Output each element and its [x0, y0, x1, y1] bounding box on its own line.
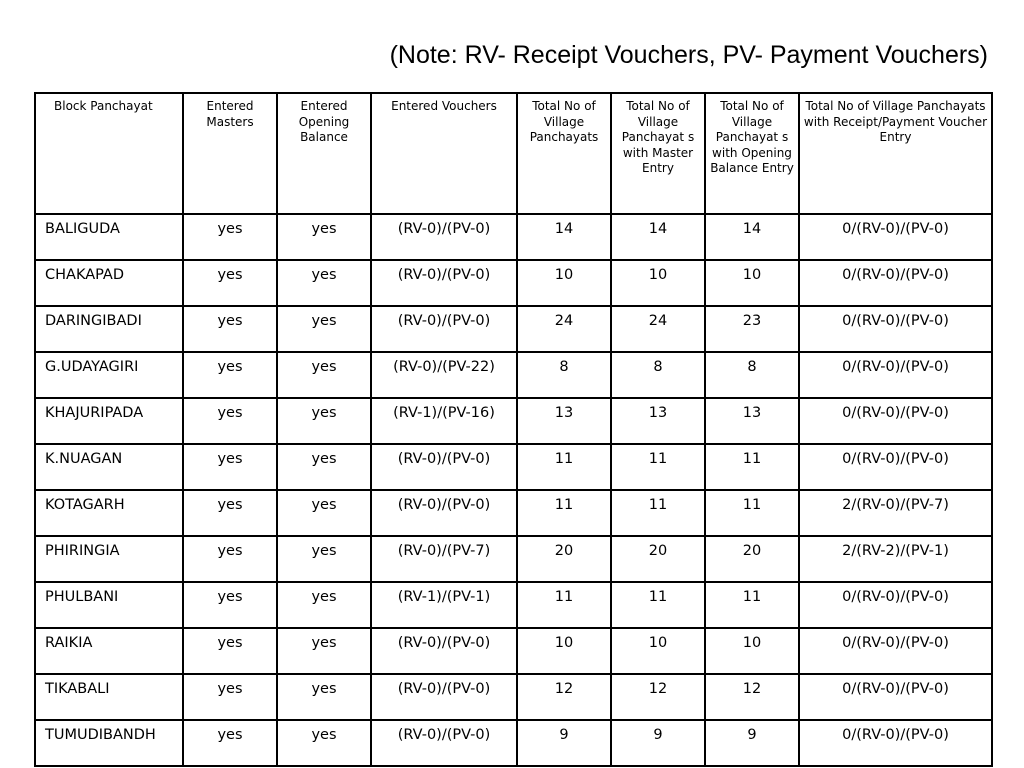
table-row — [35, 306, 992, 352]
block-panchayat-cell: KOTAGARH — [35, 490, 183, 536]
block-panchayat-cell: TUMUDIBANDH — [35, 720, 183, 766]
entered-vouchers-cell: (RV-0)/(PV-0) — [371, 306, 517, 352]
voucher-entry-cell: 0/(RV-0)/(PV-0) — [799, 444, 992, 490]
entered-masters-cell: yes — [183, 214, 277, 260]
entered-vouchers-cell: (RV-1)/(PV-16) — [371, 398, 517, 444]
opening-balance-entry-count-cell: 14 — [705, 214, 799, 260]
master-entry-count-cell: 9 — [611, 720, 705, 766]
opening-balance-entry-count-cell: 11 — [705, 444, 799, 490]
voucher-entry-cell: 2/(RV-2)/(PV-1) — [799, 536, 992, 582]
master-entry-count-cell: 24 — [611, 306, 705, 352]
entered-opening-balance-cell: yes — [277, 306, 371, 352]
table-row — [35, 628, 992, 674]
table-row — [35, 398, 992, 444]
header-row — [35, 93, 992, 214]
entered-vouchers-cell: (RV-0)/(PV-0) — [371, 628, 517, 674]
table-header — [35, 93, 992, 214]
block-panchayat-table — [34, 92, 993, 767]
entered-masters-cell: yes — [183, 306, 277, 352]
entered-opening-balance-cell: yes — [277, 674, 371, 720]
block-panchayat-cell: CHAKAPAD — [35, 260, 183, 306]
opening-balance-entry-count-cell: 10 — [705, 628, 799, 674]
opening-balance-entry-count-cell: 20 — [705, 536, 799, 582]
voucher-entry-cell: 0/(RV-0)/(PV-0) — [799, 674, 992, 720]
opening-balance-entry-count-cell: 13 — [705, 398, 799, 444]
entered-masters-cell: yes — [183, 582, 277, 628]
voucher-entry-cell: 0/(RV-0)/(PV-0) — [799, 582, 992, 628]
table-row — [35, 260, 992, 306]
voucher-entry-cell: 0/(RV-0)/(PV-0) — [799, 720, 992, 766]
block-panchayat-cell: TIKABALI — [35, 674, 183, 720]
header-with-voucher-entry: Total No of Village Panchayats with Receipt/Payment Voucher Entry — [799, 93, 992, 214]
entered-opening-balance-cell: yes — [277, 398, 371, 444]
master-entry-count-cell: 20 — [611, 536, 705, 582]
master-entry-count-cell: 14 — [611, 214, 705, 260]
header-with-master-entry: Total No of Village Panchayat s with Master Entry — [611, 93, 705, 214]
total-village-panchayats-cell: 11 — [517, 490, 611, 536]
entered-masters-cell: yes — [183, 444, 277, 490]
entered-vouchers-cell: (RV-0)/(PV-0) — [371, 260, 517, 306]
master-entry-count-cell: 8 — [611, 352, 705, 398]
entered-vouchers-cell: (RV-0)/(PV-0) — [371, 674, 517, 720]
master-entry-count-cell: 12 — [611, 674, 705, 720]
entered-vouchers-cell: (RV-0)/(PV-7) — [371, 536, 517, 582]
block-panchayat-cell: DARINGIBADI — [35, 306, 183, 352]
entered-opening-balance-cell: yes — [277, 582, 371, 628]
voucher-entry-cell: 2/(RV-0)/(PV-7) — [799, 490, 992, 536]
entered-masters-cell: yes — [183, 490, 277, 536]
entered-masters-cell: yes — [183, 352, 277, 398]
total-village-panchayats-cell: 11 — [517, 582, 611, 628]
header-entered-vouchers: Entered Vouchers — [371, 93, 517, 214]
block-panchayat-cell: BALIGUDA — [35, 214, 183, 260]
opening-balance-entry-count-cell: 11 — [705, 490, 799, 536]
block-panchayat-cell: K.NUAGAN — [35, 444, 183, 490]
entered-opening-balance-cell: yes — [277, 214, 371, 260]
voucher-note: (Note: RV- Receipt Vouchers, PV- Payment Vouchers) — [389, 41, 988, 69]
voucher-entry-cell: 0/(RV-0)/(PV-0) — [799, 628, 992, 674]
total-village-panchayats-cell: 11 — [517, 444, 611, 490]
block-panchayat-cell: KHAJURIPADA — [35, 398, 183, 444]
table-row — [35, 214, 992, 260]
table-row — [35, 674, 992, 720]
table-row — [35, 490, 992, 536]
opening-balance-entry-count-cell: 11 — [705, 582, 799, 628]
total-village-panchayats-cell: 10 — [517, 628, 611, 674]
total-village-panchayats-cell: 24 — [517, 306, 611, 352]
entered-opening-balance-cell: yes — [277, 352, 371, 398]
entered-vouchers-cell: (RV-0)/(PV-0) — [371, 720, 517, 766]
master-entry-count-cell: 11 — [611, 490, 705, 536]
entered-vouchers-cell: (RV-0)/(PV-22) — [371, 352, 517, 398]
entered-masters-cell: yes — [183, 536, 277, 582]
entered-opening-balance-cell: yes — [277, 260, 371, 306]
master-entry-count-cell: 10 — [611, 260, 705, 306]
voucher-entry-cell: 0/(RV-0)/(PV-0) — [799, 306, 992, 352]
block-panchayat-cell: PHIRINGIA — [35, 536, 183, 582]
entered-opening-balance-cell: yes — [277, 444, 371, 490]
entered-vouchers-cell: (RV-1)/(PV-1) — [371, 582, 517, 628]
table-row — [35, 352, 992, 398]
table-row — [35, 582, 992, 628]
header-with-opening-balance-entry: Total No of Village Panchayat s with Opening Balance Entry — [705, 93, 799, 214]
voucher-entry-cell: 0/(RV-0)/(PV-0) — [799, 214, 992, 260]
master-entry-count-cell: 11 — [611, 582, 705, 628]
entered-masters-cell: yes — [183, 674, 277, 720]
table-row — [35, 536, 992, 582]
header-total-village-panchayats: Total No of Village Panchayats — [517, 93, 611, 214]
total-village-panchayats-cell: 14 — [517, 214, 611, 260]
total-village-panchayats-cell: 9 — [517, 720, 611, 766]
block-panchayat-cell: G.UDAYAGIRI — [35, 352, 183, 398]
opening-balance-entry-count-cell: 8 — [705, 352, 799, 398]
entered-vouchers-cell: (RV-0)/(PV-0) — [371, 444, 517, 490]
header-entered-opening-balance: Entered Opening Balance — [277, 93, 371, 214]
opening-balance-entry-count-cell: 10 — [705, 260, 799, 306]
entered-vouchers-cell: (RV-0)/(PV-0) — [371, 490, 517, 536]
table-body — [35, 214, 992, 766]
total-village-panchayats-cell: 10 — [517, 260, 611, 306]
entered-masters-cell: yes — [183, 260, 277, 306]
block-panchayat-cell: PHULBANI — [35, 582, 183, 628]
entered-opening-balance-cell: yes — [277, 490, 371, 536]
total-village-panchayats-cell: 20 — [517, 536, 611, 582]
voucher-entry-cell: 0/(RV-0)/(PV-0) — [799, 352, 992, 398]
opening-balance-entry-count-cell: 23 — [705, 306, 799, 352]
opening-balance-entry-count-cell: 9 — [705, 720, 799, 766]
entered-masters-cell: yes — [183, 398, 277, 444]
master-entry-count-cell: 11 — [611, 444, 705, 490]
master-entry-count-cell: 10 — [611, 628, 705, 674]
voucher-entry-cell: 0/(RV-0)/(PV-0) — [799, 260, 992, 306]
entered-masters-cell: yes — [183, 628, 277, 674]
total-village-panchayats-cell: 8 — [517, 352, 611, 398]
entered-masters-cell: yes — [183, 720, 277, 766]
table-row — [35, 720, 992, 766]
voucher-entry-cell: 0/(RV-0)/(PV-0) — [799, 398, 992, 444]
table-row — [35, 444, 992, 490]
master-entry-count-cell: 13 — [611, 398, 705, 444]
block-panchayat-cell: RAIKIA — [35, 628, 183, 674]
header-entered-masters: Entered Masters — [183, 93, 277, 214]
total-village-panchayats-cell: 13 — [517, 398, 611, 444]
entered-opening-balance-cell: yes — [277, 628, 371, 674]
entered-opening-balance-cell: yes — [277, 536, 371, 582]
entered-vouchers-cell: (RV-0)/(PV-0) — [371, 214, 517, 260]
total-village-panchayats-cell: 12 — [517, 674, 611, 720]
header-block-panchayat: Block Panchayat — [35, 93, 183, 214]
opening-balance-entry-count-cell: 12 — [705, 674, 799, 720]
entered-opening-balance-cell: yes — [277, 720, 371, 766]
